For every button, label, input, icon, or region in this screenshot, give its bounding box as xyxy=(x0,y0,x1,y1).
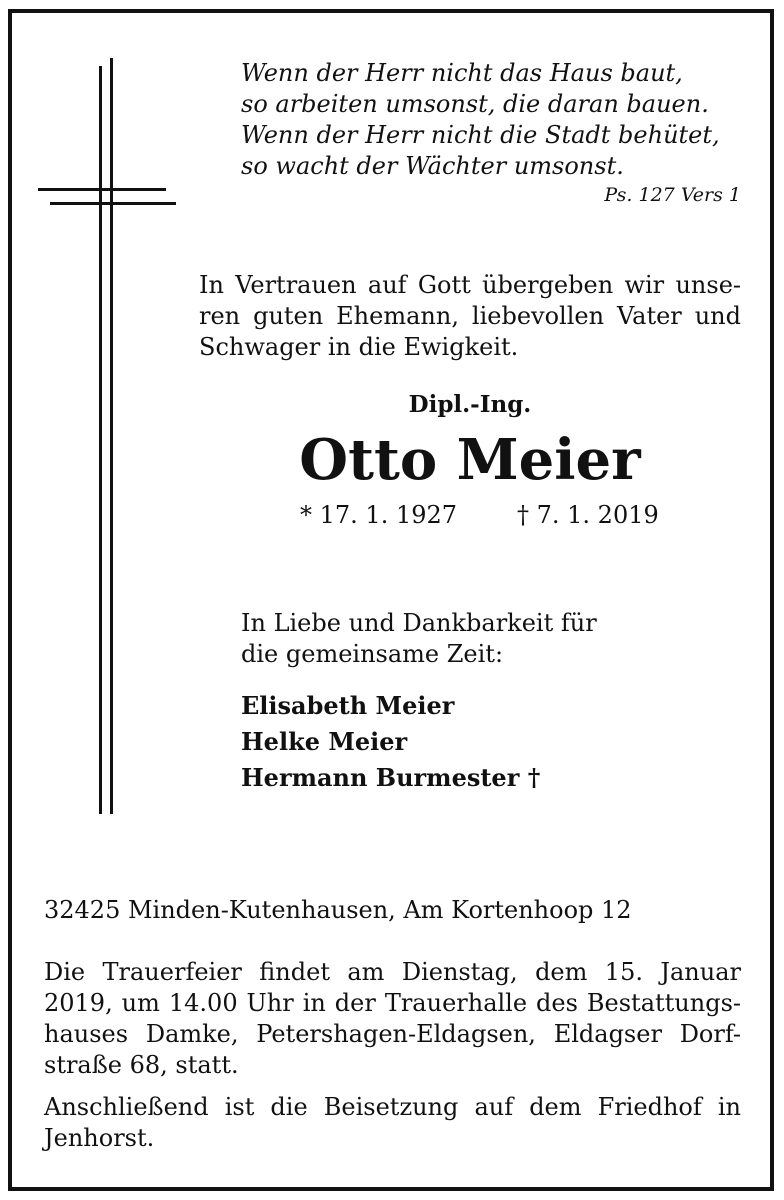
birth-date: * 17. 1. 1927 xyxy=(300,501,458,529)
thanks-line: die gemeinsame Zeit: xyxy=(241,640,504,668)
mourners-list xyxy=(241,688,741,796)
burial-info xyxy=(44,1092,741,1154)
intro-line: Schwager in die Ewigkeit. xyxy=(199,333,519,361)
family-address: 32425 Minden-Kutenhausen, Am Kortenhoop 12 xyxy=(44,896,632,924)
cross-vertical-bar xyxy=(110,58,113,814)
ceremony-line: Die Trauerfeier findet am Dienstag, dem 15. Januar xyxy=(44,958,741,986)
burial-line: Anschließend ist die Beisetzung auf dem Friedhof in xyxy=(44,1093,741,1121)
verse-reference: Ps. 127 Vers 1 xyxy=(604,184,741,206)
verse-line: so arbeiten umsonst, die daran bauen. xyxy=(241,90,709,118)
mourner-name: Helke Meier xyxy=(241,727,408,756)
intro-line: In Vertrauen auf Gott übergeben wir unse- xyxy=(199,271,741,299)
mourner-name: Hermann Burmester † xyxy=(241,763,541,792)
ceremony-line: 2019, um 14.00 Uhr in der Trauerhalle des Bestattungs- xyxy=(44,989,741,1017)
intro-text xyxy=(199,270,741,363)
verse-line: Wenn der Herr nicht das Haus baut, xyxy=(241,59,683,87)
funeral-ceremony-info xyxy=(44,957,741,1081)
ceremony-line: straße 68, statt. xyxy=(44,1051,239,1079)
thanks-line: In Liebe und Dankbarkeit für xyxy=(241,609,597,637)
thanks-text xyxy=(241,608,741,670)
ceremony-line: hauses Damke, Petershagen-Eldagsen, Eldagser Dorf- xyxy=(44,1020,741,1048)
cross-horizontal-bar xyxy=(50,202,176,205)
verse-line: so wacht der Wächter umsonst. xyxy=(241,152,624,180)
burial-line: Jenhorst. xyxy=(44,1124,155,1152)
deceased-title: Dipl.-Ing. xyxy=(408,391,532,418)
verse-line: Wenn der Herr nicht die Stadt behütet, xyxy=(241,121,720,149)
cross-vertical-bar xyxy=(99,66,102,814)
deceased-name: Otto Meier xyxy=(299,427,641,493)
bible-verse xyxy=(241,58,741,182)
death-date: † 7. 1. 2019 xyxy=(517,501,659,529)
mourner-name: Elisabeth Meier xyxy=(241,691,455,720)
intro-line: ren guten Ehemann, liebevollen Vater und xyxy=(199,302,741,330)
cross-horizontal-bar xyxy=(38,188,166,191)
